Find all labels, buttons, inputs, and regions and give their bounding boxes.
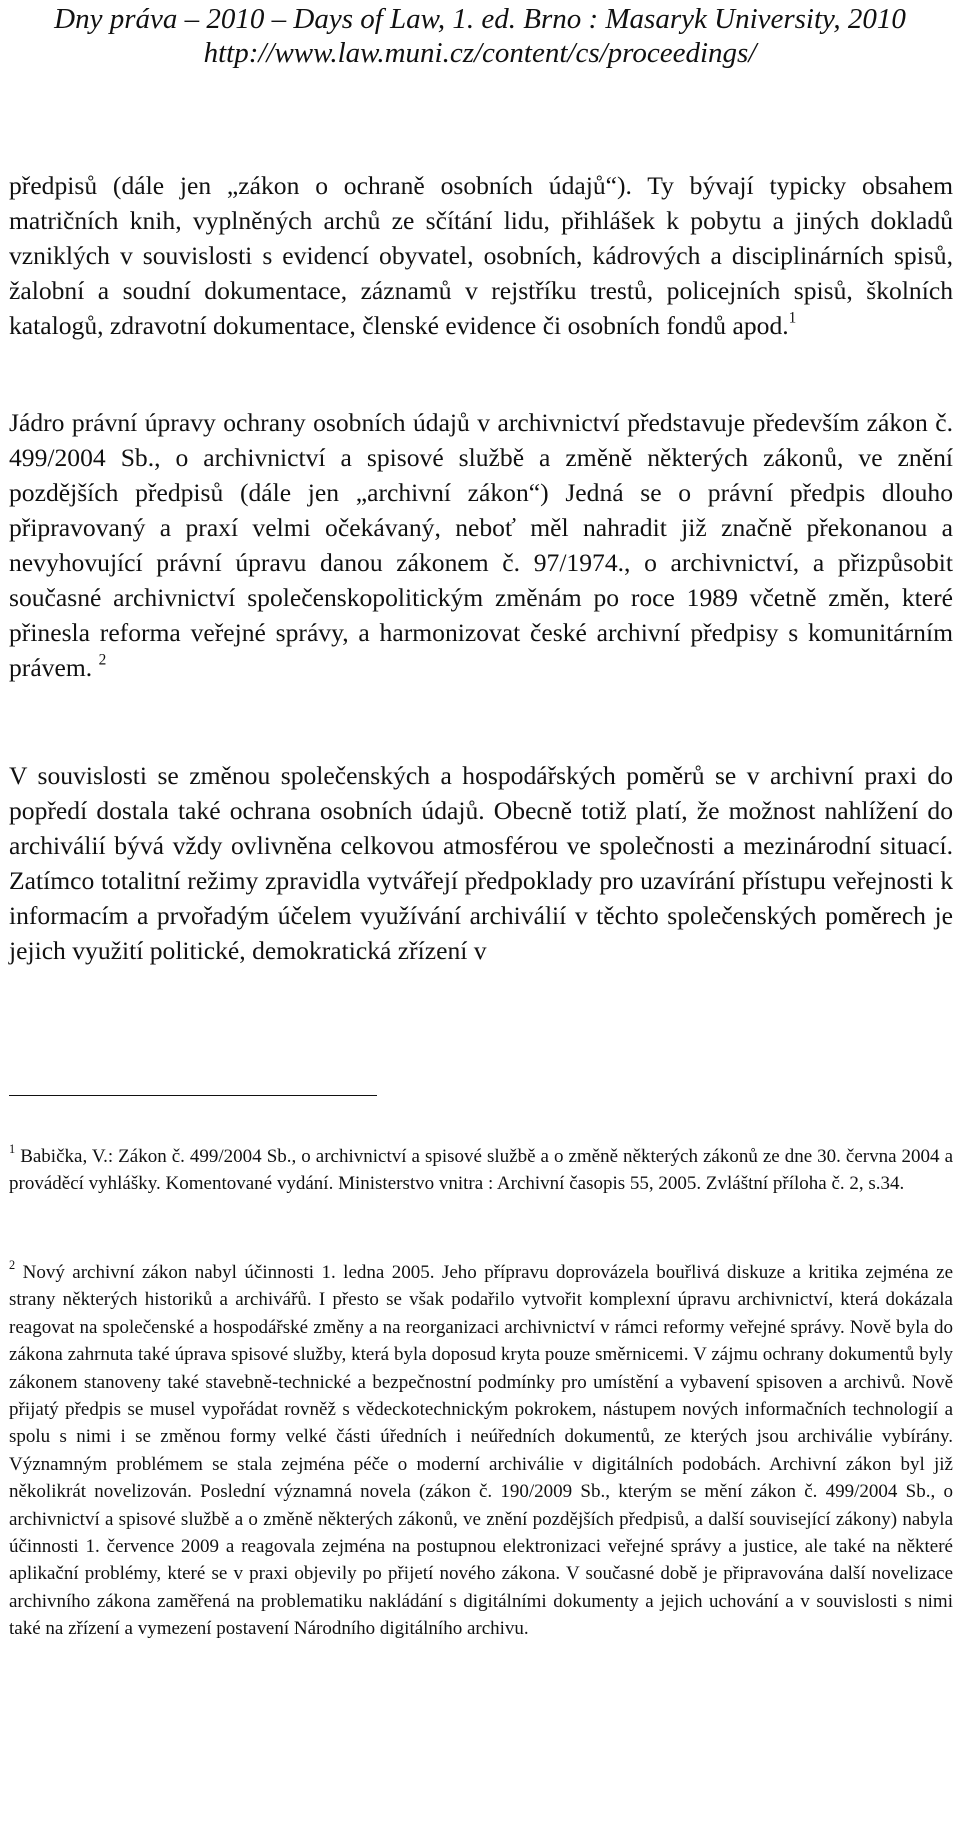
- paragraph-text: předpisů (dále jen „zákon o ochraně osobních údajů“). Ty bývají typicky obsahem matričních knih, vyplněných archů ze sčítání lidu, přihlášek k pobytu a jiných dokladů vzniklých v souvislosti s evidencí obyvatel, osobních, kádrových a disciplinárních spisů, žalobní a soudní dokumentace, záznamů v rejstříku trestů, policejních spisů, školních katalogů, zdravotní dokumentace, členské evidence či osobních fondů apod.: [9, 171, 953, 340]
- footnote-ref-2: 2: [98, 651, 107, 669]
- footnote-ref-1: 1: [788, 309, 797, 327]
- paragraph-text: Jádro právní úpravy ochrany osobních údajů v archivnictví představuje především zákon č. 499/2004 Sb., o archivnictví a spisové službě a změně některých zákonů, ve znění pozdějších předpisů (dále jen „archivní zákon“) Jedná se o právní předpis dlouho připravovaný a praxí velmi očekávaný, neboť měl nahradit již značně překonanou a nevyhovující právní úpravu danou zákonem č. 97/1974., o archivnictví, a přizpůsobit současné archivnictví společenskopolitickým změnám po roce 1989 včetně změn, které přinesla reforma veřejné správy, a harmonizovat české archivní předpisy s komunitárním právem.: [9, 408, 953, 682]
- footnote-number: 1: [9, 1141, 16, 1156]
- footnote-2: [9, 1259, 953, 1643]
- footnote-1: [9, 1143, 953, 1198]
- footnote-text: Babička, V.: Zákon č. 499/2004 Sb., o archivnictví a spisové službě a o změně některých zákonů ze dne 30. června 2004 a prováděcí vyhlášky. Komentované vydání. Ministerstvo vnitra : Archivní časopis 55, 2005. Zvláštní příloha č. 2, s.34.: [9, 1146, 953, 1195]
- header-citation: Dny práva – 2010 – Days of Law, 1. ed. Brno : Masaryk University, 2010: [54, 3, 906, 35]
- footnote-number: 2: [9, 1257, 16, 1272]
- footnote-text: Nový archivní zákon nabyl účinnosti 1. ledna 2005. Jeho přípravu doprovázela bouřlivá diskuze a kritika zejména ze strany některých historiků a archivářů. I přesto se však podařilo vytvořit komplexní úpravu archivnictví, která dokázala reagovat na společenské a hospodářské změny a na reorganizaci archivnictví v rámci reformy veřejné správy. Nově byla do zákona zahrnuta také úprava spisové služby, která byla doposud kryta pouze směrnicemi. V zájmu ochrany dokumentů byly zákonem stanoveny také stavebně-technické a bezpečnostní podmínky pro umístění a vybavení spisoven a archivů. Nově přijatý předpis se musel vypořádat rovněž s vědeckotechnickým pokrokem, nástupem nových informačních technologií a spolu s nimi i se změnou formy velké části úředních i neúředních dokumentů, ze kterých jsou archiválie vybírány. Významným problémem se stala zejména péče o moderní archiválie v digitálních podobách. Archivní zákon byl již několikrát novelizován. Poslední významná novela (zákon č. 190/2009 Sb., kterým se mění zákon č. 499/2004 Sb., o archivnictví a spisové službě a o změně některých zákonů, ve znění pozdějších předpisů, a další související zákony) nabyla účinnosti 1. července 2009 a reagovala zejména na postupnou elektronizaci veřejné správy a justice, ale také na některé aplikační problémy, které se v praxi objevily po přijetí nového zákona. V současné době je připravována další novelizace archivního zákona zaměřená na problematiku nakládání s digitálními dokumenty a jejich uchování a v souvislosti s nimi také na zřízení a vymezení postavení Národního digitálního archivu.: [9, 1262, 953, 1640]
- body-paragraph-2: [9, 405, 953, 685]
- body-paragraph-3: [9, 758, 953, 968]
- footnote-separator: [9, 1095, 377, 1096]
- header-url: http://www.law.muni.cz/content/cs/proceedings/: [203, 37, 757, 69]
- body-paragraph-1: [9, 168, 953, 343]
- paragraph-text: V souvislosti se změnou společenských a hospodářských poměrů se v archivní praxi do popředí dostala také ochrana osobních údajů. Obecně totiž platí, že možnost nahlížení do archiválií bývá vždy ovlivněna celkovou atmosférou ve společnosti a mezinárodní situací. Zatímco totalitní režimy zpravidla vytvářejí předpoklady pro uzavírání přístupu veřejnosti k informacím a prvořadým účelem využívání archiválií v těchto společenských poměrech je jejich využití politické, demokratická zřízení v: [9, 761, 953, 965]
- running-header: [0, 2, 960, 70]
